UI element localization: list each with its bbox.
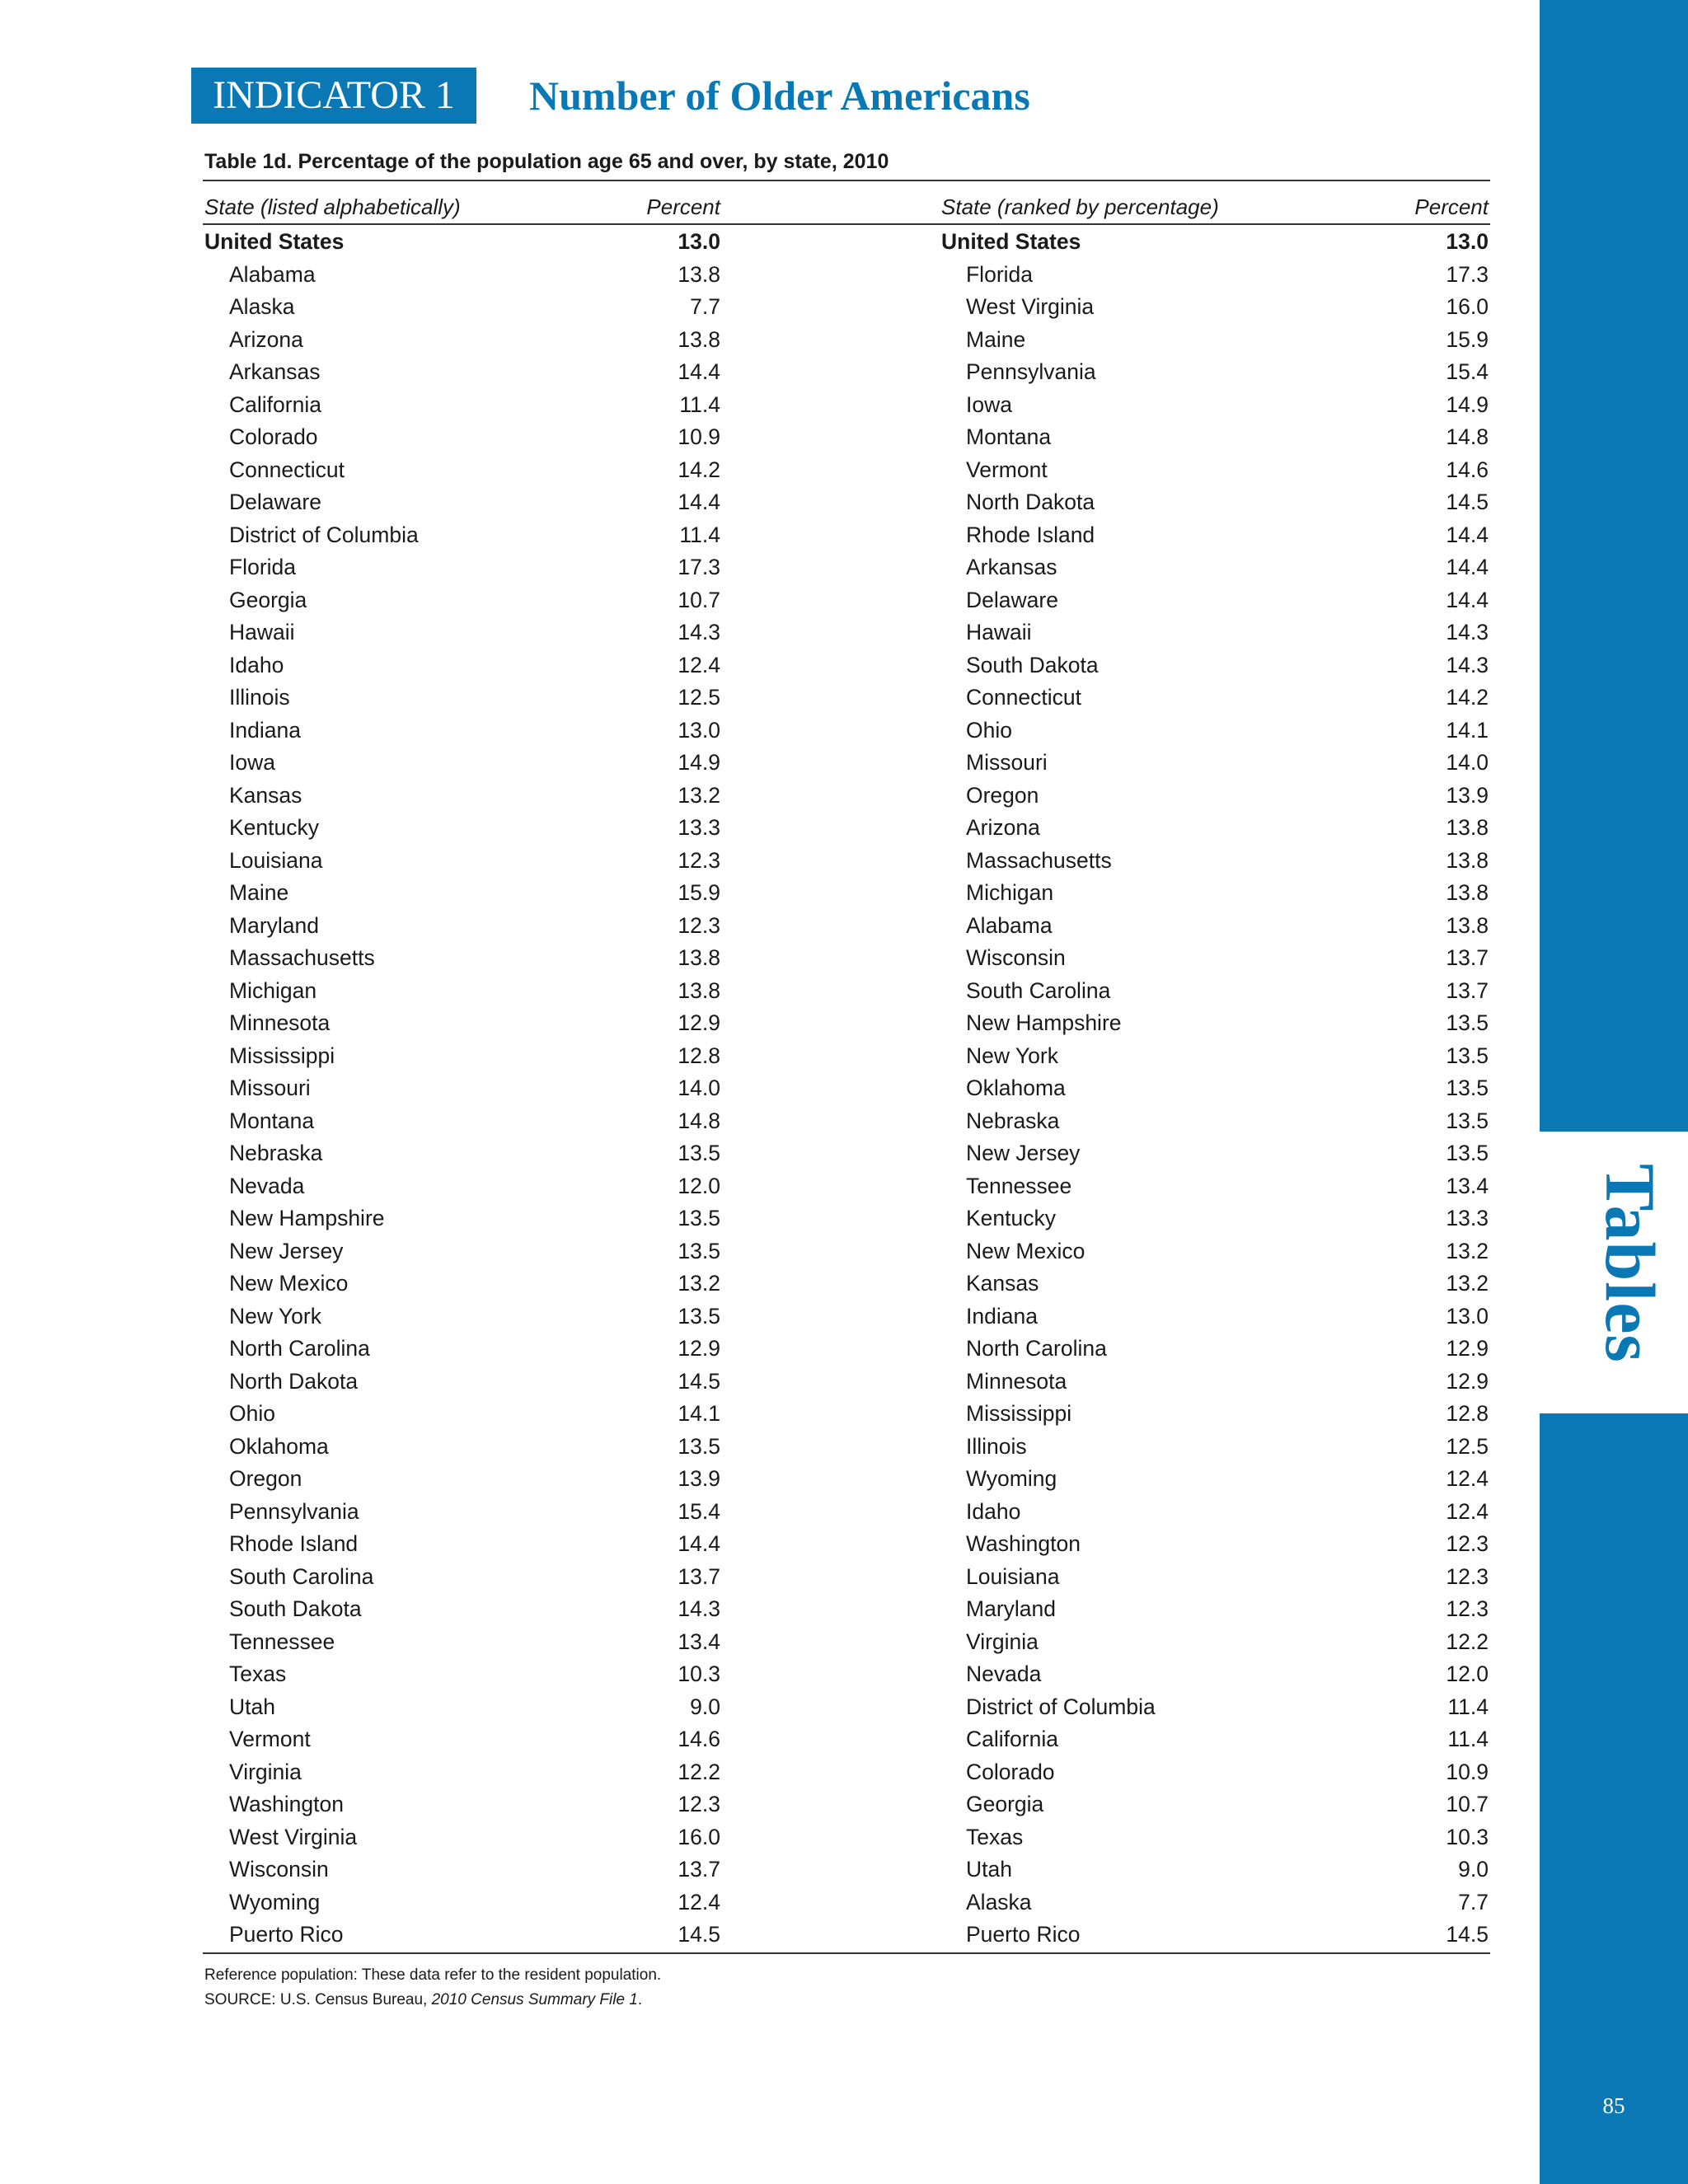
state-ranked-cell: Mississippi xyxy=(966,1401,1072,1426)
state-alpha-cell: Virginia xyxy=(229,1759,302,1784)
state-alpha-cell: North Carolina xyxy=(229,1336,370,1361)
indicator-title: Number of Older Americans xyxy=(529,73,1030,119)
percent-ranked-cell: 10.9 xyxy=(1446,1759,1489,1784)
state-ranked-cell: Montana xyxy=(966,424,1052,449)
table-row xyxy=(203,421,1490,454)
state-alpha-cell: Washington xyxy=(229,1792,344,1816)
state-alpha-cell: Maryland xyxy=(229,912,319,938)
state-ranked-cell: Oregon xyxy=(966,782,1039,808)
percent-alpha-cell: 12.3 xyxy=(678,912,720,938)
percent-ranked-cell: 12.0 xyxy=(1446,1661,1489,1686)
state-ranked-cell: Alaska xyxy=(966,1889,1032,1915)
state-ranked-cell: United States xyxy=(941,229,1081,254)
table-row xyxy=(203,1788,1490,1821)
percent-ranked-cell: 14.2 xyxy=(1446,685,1489,710)
percent-alpha-cell: 12.9 xyxy=(678,1336,720,1361)
state-alpha-cell: Arkansas xyxy=(229,359,321,384)
table-row xyxy=(203,1268,1490,1301)
table-row xyxy=(203,1854,1490,1886)
table-row xyxy=(203,975,1490,1008)
state-ranked-cell: Nevada xyxy=(966,1661,1042,1686)
table-row xyxy=(203,1886,1490,1919)
state-ranked-cell: Pennsylvania xyxy=(966,359,1096,384)
percent-alpha-cell: 10.3 xyxy=(678,1661,720,1686)
percent-ranked-cell: 14.4 xyxy=(1446,522,1489,547)
state-ranked-cell: Texas xyxy=(966,1824,1024,1849)
table-row xyxy=(203,780,1490,813)
table-row xyxy=(203,942,1490,975)
state-alpha-cell: Alabama xyxy=(229,261,316,287)
source-prefix: SOURCE: U.S. Census Bureau, xyxy=(204,1991,432,2008)
percent-alpha-cell: 13.5 xyxy=(678,1433,720,1459)
percent-alpha-cell: 13.2 xyxy=(678,1271,720,1296)
state-ranked-cell: Arkansas xyxy=(966,555,1057,579)
state-ranked-cell: Ohio xyxy=(966,717,1012,743)
percent-alpha-cell: 13.5 xyxy=(678,1206,720,1230)
percent-alpha-cell: 14.6 xyxy=(678,1727,720,1751)
table-row xyxy=(203,845,1490,878)
percent-alpha-cell: 7.7 xyxy=(690,294,720,319)
percent-alpha-cell: 13.5 xyxy=(678,1303,720,1329)
page-number: 85 xyxy=(1602,2093,1625,2118)
percent-ranked-cell: 12.8 xyxy=(1446,1401,1489,1426)
state-alpha-cell: Montana xyxy=(229,1108,315,1133)
table-row xyxy=(203,389,1490,422)
state-ranked-cell: Georgia xyxy=(966,1792,1044,1816)
state-ranked-cell: North Dakota xyxy=(966,490,1095,514)
percent-ranked-cell: 13.8 xyxy=(1446,847,1489,873)
table-row xyxy=(203,1626,1490,1659)
percent-ranked-cell: 17.3 xyxy=(1446,261,1489,287)
percent-ranked-cell: 13.5 xyxy=(1446,1043,1489,1068)
state-alpha-cell: Puerto Rico xyxy=(229,1922,344,1947)
state-alpha-cell: Colorado xyxy=(229,424,318,449)
percent-alpha-cell: 13.2 xyxy=(678,782,720,808)
table-row xyxy=(203,1821,1490,1854)
state-alpha-cell: Minnesota xyxy=(229,1010,331,1035)
table-row xyxy=(203,551,1490,584)
state-alpha-cell: Mississippi xyxy=(229,1043,335,1068)
percent-alpha-cell: 10.9 xyxy=(678,424,720,449)
percent-alpha-cell: 14.5 xyxy=(678,1922,720,1947)
percent-ranked-cell: 12.4 xyxy=(1446,1498,1489,1524)
state-alpha-cell: Missouri xyxy=(229,1076,311,1100)
percent-ranked-cell: 14.0 xyxy=(1446,750,1489,775)
indicator-badge: INDICATOR 1 xyxy=(191,68,476,124)
percent-alpha-cell: 15.4 xyxy=(678,1498,720,1524)
percent-alpha-cell: 13.8 xyxy=(678,977,720,1003)
table-row xyxy=(203,1333,1490,1366)
table-notes xyxy=(204,1963,661,2013)
state-alpha-cell: South Carolina xyxy=(229,1563,374,1589)
percent-ranked-cell: 13.8 xyxy=(1446,912,1489,938)
col-header-percent-ranked: Percent xyxy=(1414,194,1489,219)
state-alpha-cell: Vermont xyxy=(229,1727,311,1751)
percent-alpha-cell: 12.3 xyxy=(678,1792,720,1816)
state-alpha-cell: Hawaii xyxy=(229,620,295,644)
percent-alpha-cell: 12.4 xyxy=(678,652,720,677)
percent-ranked-cell: 13.5 xyxy=(1446,1141,1489,1165)
percent-ranked-cell: 13.7 xyxy=(1446,977,1489,1003)
state-alpha-cell: Nebraska xyxy=(229,1141,323,1165)
percent-ranked-cell: 9.0 xyxy=(1458,1857,1489,1882)
percent-alpha-cell: 14.3 xyxy=(678,1596,720,1621)
table-row xyxy=(203,1723,1490,1756)
percent-ranked-cell: 16.0 xyxy=(1446,294,1489,319)
table-title: Table 1d. Percentage of the population age 65 and over, by state, 2010 xyxy=(204,150,889,173)
state-alpha-cell: West Virginia xyxy=(229,1824,358,1849)
percent-ranked-cell: 13.0 xyxy=(1446,229,1489,254)
state-alpha-cell: Tennessee xyxy=(229,1629,335,1654)
state-ranked-cell: Louisiana xyxy=(966,1563,1060,1589)
percent-alpha-cell: 11.4 xyxy=(679,391,720,417)
percent-alpha-cell: 13.7 xyxy=(678,1563,720,1589)
percent-ranked-cell: 12.4 xyxy=(1446,1466,1489,1491)
percent-ranked-cell: 12.9 xyxy=(1446,1336,1489,1361)
state-alpha-cell: Idaho xyxy=(229,652,284,677)
percent-alpha-cell: 12.0 xyxy=(678,1173,720,1198)
percent-alpha-cell: 14.4 xyxy=(678,490,720,514)
state-alpha-cell: Delaware xyxy=(229,490,321,514)
percent-ranked-cell: 12.5 xyxy=(1446,1433,1489,1459)
state-ranked-cell: Kansas xyxy=(966,1271,1039,1296)
table-row xyxy=(203,1301,1490,1333)
state-ranked-cell: Delaware xyxy=(966,587,1058,612)
table-row xyxy=(203,877,1490,910)
percent-ranked-cell: 13.5 xyxy=(1446,1108,1489,1133)
percent-ranked-cell: 14.4 xyxy=(1446,555,1489,579)
percent-ranked-cell: 12.9 xyxy=(1446,1368,1489,1394)
state-ranked-cell: Rhode Island xyxy=(966,522,1095,547)
percent-ranked-cell: 10.3 xyxy=(1446,1824,1489,1849)
percent-ranked-cell: 11.4 xyxy=(1447,1727,1489,1751)
percent-alpha-cell: 10.7 xyxy=(678,587,720,612)
state-alpha-cell: Wisconsin xyxy=(229,1857,329,1882)
table-row xyxy=(203,519,1490,552)
table-row xyxy=(203,747,1490,780)
state-alpha-cell: Oklahoma xyxy=(229,1433,329,1459)
percent-alpha-cell: 14.5 xyxy=(678,1368,720,1394)
table-row xyxy=(203,1496,1490,1529)
table-row xyxy=(203,1528,1490,1561)
state-ranked-cell: Maine xyxy=(966,326,1026,352)
state-ranked-cell: South Carolina xyxy=(966,977,1111,1003)
state-alpha-cell: New Jersey xyxy=(229,1238,344,1263)
state-alpha-cell: Pennsylvania xyxy=(229,1498,359,1524)
table-row xyxy=(203,812,1490,845)
state-ranked-cell: New Mexico xyxy=(966,1238,1085,1263)
percent-ranked-cell: 14.6 xyxy=(1446,457,1489,482)
state-alpha-cell: California xyxy=(229,391,321,417)
percent-ranked-cell: 13.8 xyxy=(1446,815,1489,840)
percent-ranked-cell: 13.0 xyxy=(1446,1303,1489,1329)
percent-ranked-cell: 14.5 xyxy=(1446,1922,1489,1947)
state-ranked-cell: Iowa xyxy=(966,391,1012,417)
state-alpha-cell: Rhode Island xyxy=(229,1531,359,1556)
percent-ranked-cell: 7.7 xyxy=(1458,1889,1489,1915)
percent-alpha-cell: 14.3 xyxy=(678,620,720,644)
percent-ranked-cell: 14.5 xyxy=(1446,490,1489,514)
table-row xyxy=(203,1398,1490,1431)
percent-alpha-cell: 13.0 xyxy=(678,229,720,254)
table-row xyxy=(203,356,1490,389)
table-row xyxy=(203,1007,1490,1040)
state-ranked-cell: District of Columbia xyxy=(966,1694,1156,1719)
percent-alpha-cell: 17.3 xyxy=(678,555,720,579)
percent-ranked-cell: 13.2 xyxy=(1446,1271,1489,1296)
state-alpha-cell: Georgia xyxy=(229,587,307,612)
table-row xyxy=(203,1366,1490,1399)
percent-alpha-cell: 13.4 xyxy=(678,1629,720,1654)
percent-ranked-cell: 11.4 xyxy=(1447,1694,1489,1719)
state-ranked-cell: Illinois xyxy=(966,1433,1027,1459)
table-row xyxy=(203,1691,1490,1724)
col-header-state-alpha: State (listed alphabetically) xyxy=(204,194,461,219)
table-row xyxy=(203,1463,1490,1496)
percent-ranked-cell: 10.7 xyxy=(1446,1792,1489,1816)
table-row xyxy=(203,1137,1490,1170)
state-alpha-cell: Massachusetts xyxy=(229,945,375,970)
percent-alpha-cell: 9.0 xyxy=(690,1694,720,1719)
state-ranked-cell: Nebraska xyxy=(966,1108,1060,1133)
state-ranked-cell: Indiana xyxy=(966,1303,1038,1329)
state-alpha-cell: Louisiana xyxy=(229,847,323,873)
percent-alpha-cell: 13.5 xyxy=(678,1238,720,1263)
table-row-total xyxy=(203,226,1490,259)
percent-alpha-cell: 13.8 xyxy=(678,945,720,970)
state-alpha-cell: Kansas xyxy=(229,782,302,808)
table-row xyxy=(203,1040,1490,1073)
table-row xyxy=(203,291,1490,324)
state-alpha-cell: Michigan xyxy=(229,977,317,1003)
percent-ranked-cell: 13.8 xyxy=(1446,880,1489,905)
percent-ranked-cell: 13.5 xyxy=(1446,1076,1489,1100)
col-header-state-ranked: State (ranked by percentage) xyxy=(941,194,1219,219)
state-alpha-cell: Connecticut xyxy=(229,457,345,482)
table-row xyxy=(203,486,1490,519)
percent-alpha-cell: 14.4 xyxy=(678,359,720,384)
section-label: Tables xyxy=(1591,1164,1670,1363)
percent-alpha-cell: 12.2 xyxy=(678,1759,720,1784)
table-row xyxy=(203,1202,1490,1235)
table-row xyxy=(203,1072,1490,1105)
state-ranked-cell: Hawaii xyxy=(966,620,1032,644)
state-ranked-cell: South Dakota xyxy=(966,652,1099,677)
percent-ranked-cell: 15.4 xyxy=(1446,359,1489,384)
percent-ranked-cell: 14.1 xyxy=(1446,717,1489,743)
table-row xyxy=(203,584,1490,617)
percent-alpha-cell: 13.8 xyxy=(678,261,720,287)
state-alpha-cell: North Dakota xyxy=(229,1368,359,1394)
table-row xyxy=(203,1105,1490,1138)
percent-ranked-cell: 13.2 xyxy=(1446,1238,1489,1263)
percent-alpha-cell: 13.7 xyxy=(678,1857,720,1882)
percent-alpha-cell: 11.4 xyxy=(679,522,720,547)
reference-note: Reference population: These data refer to the resident population. xyxy=(204,1966,662,1984)
percent-ranked-cell: 14.3 xyxy=(1446,620,1489,644)
table-row xyxy=(203,616,1490,649)
state-alpha-cell: Illinois xyxy=(229,685,290,710)
percent-ranked-cell: 14.3 xyxy=(1446,652,1489,677)
state-ranked-cell: Idaho xyxy=(966,1498,1021,1524)
state-ranked-cell: Tennessee xyxy=(966,1173,1072,1198)
source-title: 2010 Census Summary File 1 xyxy=(431,1991,638,2008)
state-ranked-cell: Puerto Rico xyxy=(966,1922,1081,1947)
col-header-percent-alpha: Percent xyxy=(646,194,720,219)
state-ranked-cell: Wyoming xyxy=(966,1466,1057,1491)
header-rule xyxy=(203,223,1490,225)
state-ranked-cell: West Virginia xyxy=(966,294,1095,319)
percent-alpha-cell: 13.3 xyxy=(678,815,720,840)
state-ranked-cell: California xyxy=(966,1727,1058,1751)
percent-alpha-cell: 13.0 xyxy=(678,717,720,743)
state-alpha-cell: District of Columbia xyxy=(229,522,419,547)
state-ranked-cell: Florida xyxy=(966,261,1034,287)
table-row xyxy=(203,649,1490,682)
state-ranked-cell: Virginia xyxy=(966,1629,1039,1654)
state-ranked-cell: Massachusetts xyxy=(966,847,1112,873)
state-alpha-cell: Nevada xyxy=(229,1173,305,1198)
percent-alpha-cell: 13.8 xyxy=(678,326,720,352)
table-row xyxy=(203,454,1490,487)
state-alpha-cell: South Dakota xyxy=(229,1596,362,1621)
source-note xyxy=(204,1988,661,2013)
percent-ranked-cell: 12.3 xyxy=(1446,1563,1489,1589)
table-row xyxy=(203,1170,1490,1203)
state-ranked-cell: Kentucky xyxy=(966,1206,1057,1230)
sidebar-band-bottom xyxy=(1540,1413,1688,2184)
percent-alpha-cell: 14.8 xyxy=(678,1108,720,1133)
percent-ranked-cell: 12.3 xyxy=(1446,1596,1489,1621)
state-ranked-cell: Arizona xyxy=(966,815,1040,840)
table-row xyxy=(203,1919,1490,1952)
percent-ranked-cell: 13.7 xyxy=(1446,945,1489,970)
percent-alpha-cell: 15.9 xyxy=(678,880,720,905)
state-alpha-cell: New Mexico xyxy=(229,1271,349,1296)
percent-alpha-cell: 12.8 xyxy=(678,1043,720,1068)
percent-ranked-cell: 14.4 xyxy=(1446,587,1489,612)
table-top-rule xyxy=(203,180,1490,181)
data-table xyxy=(203,226,1490,1952)
state-alpha-cell: Wyoming xyxy=(229,1889,321,1915)
table-row xyxy=(203,1235,1490,1268)
state-alpha-cell: United States xyxy=(204,229,345,254)
percent-ranked-cell: 14.9 xyxy=(1446,391,1489,417)
sidebar-band-top xyxy=(1540,0,1688,1132)
table-row xyxy=(203,1593,1490,1626)
table-row xyxy=(203,1658,1490,1691)
percent-ranked-cell: 13.4 xyxy=(1446,1173,1489,1198)
percent-alpha-cell: 12.4 xyxy=(678,1889,720,1915)
state-alpha-cell: Texas xyxy=(229,1661,287,1686)
state-ranked-cell: Michigan xyxy=(966,880,1054,905)
table-row xyxy=(203,324,1490,357)
state-alpha-cell: Iowa xyxy=(229,750,275,775)
percent-alpha-cell: 14.9 xyxy=(678,750,720,775)
percent-ranked-cell: 12.3 xyxy=(1446,1531,1489,1556)
percent-alpha-cell: 13.5 xyxy=(678,1141,720,1165)
state-alpha-cell: Kentucky xyxy=(229,815,320,840)
state-ranked-cell: New Hampshire xyxy=(966,1010,1122,1035)
state-alpha-cell: Arizona xyxy=(229,326,303,352)
state-ranked-cell: North Carolina xyxy=(966,1336,1107,1361)
percent-ranked-cell: 15.9 xyxy=(1446,326,1489,352)
percent-alpha-cell: 12.9 xyxy=(678,1010,720,1035)
state-ranked-cell: Minnesota xyxy=(966,1368,1067,1394)
state-alpha-cell: Utah xyxy=(229,1694,275,1719)
percent-ranked-cell: 13.3 xyxy=(1446,1206,1489,1230)
table-row xyxy=(203,1561,1490,1594)
source-suffix: . xyxy=(637,1991,643,2008)
state-alpha-cell: Alaska xyxy=(229,294,295,319)
state-alpha-cell: Ohio xyxy=(229,1401,275,1426)
table-row xyxy=(203,682,1490,715)
percent-alpha-cell: 14.1 xyxy=(678,1401,720,1426)
state-ranked-cell: Missouri xyxy=(966,750,1048,775)
percent-alpha-cell: 14.0 xyxy=(678,1076,720,1100)
state-ranked-cell: Maryland xyxy=(966,1596,1056,1621)
state-alpha-cell: Oregon xyxy=(229,1466,302,1491)
state-alpha-cell: New York xyxy=(229,1303,321,1329)
state-alpha-cell: Maine xyxy=(229,880,289,905)
state-alpha-cell: Indiana xyxy=(229,717,301,743)
percent-alpha-cell: 12.3 xyxy=(678,847,720,873)
state-ranked-cell: Utah xyxy=(966,1857,1012,1882)
state-ranked-cell: Washington xyxy=(966,1531,1081,1556)
state-ranked-cell: Vermont xyxy=(966,457,1048,482)
table-row xyxy=(203,1756,1490,1789)
percent-ranked-cell: 14.8 xyxy=(1446,424,1489,449)
percent-ranked-cell: 13.9 xyxy=(1446,782,1489,808)
percent-alpha-cell: 16.0 xyxy=(678,1824,720,1849)
percent-alpha-cell: 14.2 xyxy=(678,457,720,482)
table-row xyxy=(203,715,1490,748)
percent-alpha-cell: 13.9 xyxy=(678,1466,720,1491)
state-ranked-cell: New York xyxy=(966,1043,1058,1068)
state-alpha-cell: Florida xyxy=(229,555,297,579)
percent-alpha-cell: 14.4 xyxy=(678,1531,720,1556)
state-ranked-cell: Wisconsin xyxy=(966,945,1066,970)
state-ranked-cell: Alabama xyxy=(966,912,1053,938)
percent-ranked-cell: 12.2 xyxy=(1446,1629,1489,1654)
percent-ranked-cell: 13.5 xyxy=(1446,1010,1489,1035)
state-ranked-cell: New Jersey xyxy=(966,1141,1081,1165)
table-row xyxy=(203,1431,1490,1464)
table-row xyxy=(203,910,1490,943)
state-alpha-cell: New Hampshire xyxy=(229,1206,385,1230)
percent-alpha-cell: 12.5 xyxy=(678,685,720,710)
table-bottom-rule xyxy=(203,1952,1490,1954)
state-ranked-cell: Oklahoma xyxy=(966,1076,1066,1100)
state-ranked-cell: Connecticut xyxy=(966,685,1081,710)
table-row xyxy=(203,259,1490,292)
state-ranked-cell: Colorado xyxy=(966,1759,1055,1784)
